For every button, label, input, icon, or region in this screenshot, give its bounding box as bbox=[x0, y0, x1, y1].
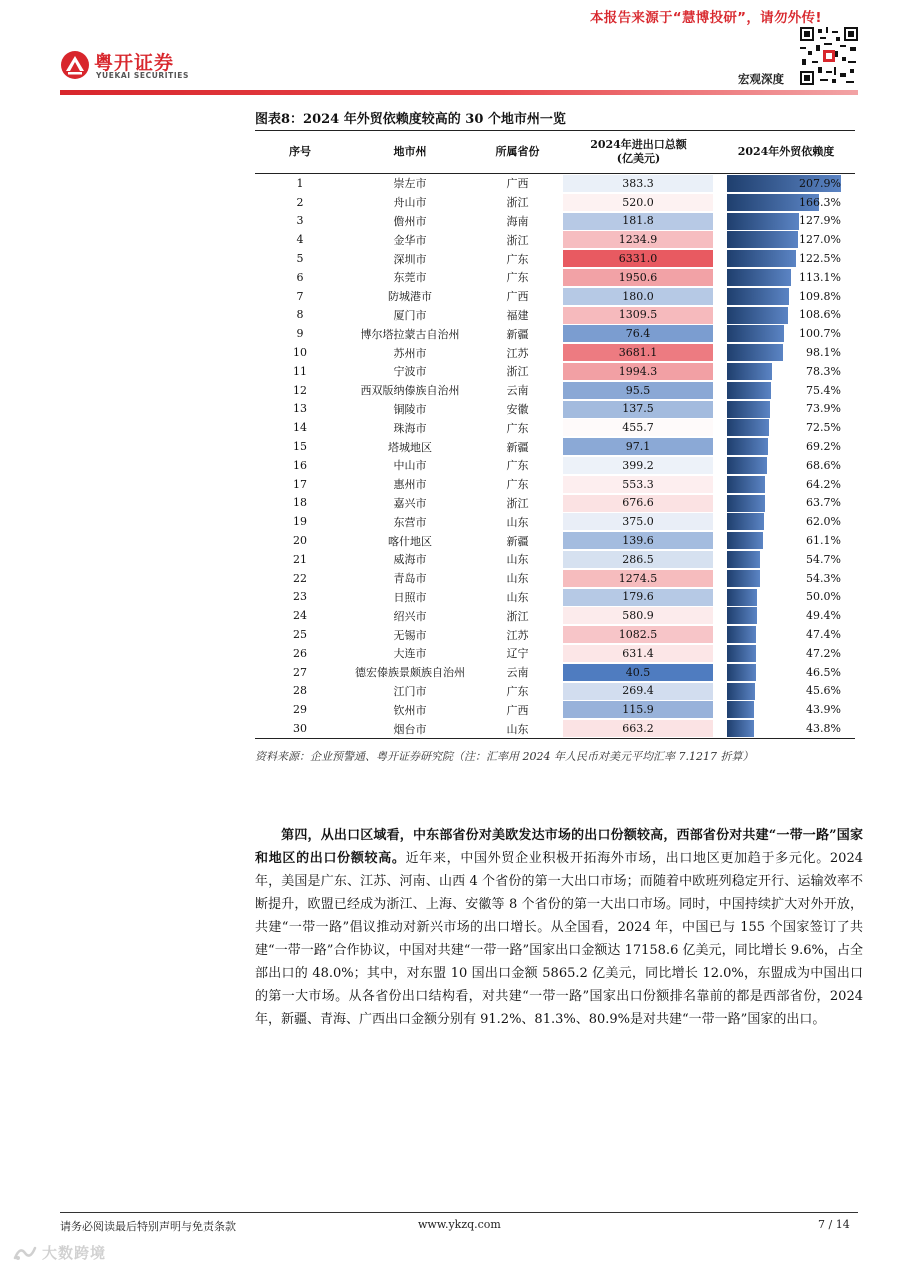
row-index: 10 bbox=[293, 346, 307, 360]
row-trade-value: 663.2 bbox=[622, 722, 654, 735]
row-province: 江苏 bbox=[506, 346, 529, 360]
row-city: 防城港市 bbox=[388, 290, 432, 304]
row-index: 4 bbox=[296, 233, 304, 247]
table-row bbox=[255, 287, 855, 306]
row-trade-value: 95.5 bbox=[625, 383, 651, 397]
row-index: 11 bbox=[293, 364, 307, 378]
table-row bbox=[255, 249, 855, 268]
row-dependency-value: 47.2% bbox=[806, 646, 841, 660]
table-row bbox=[255, 512, 855, 531]
row-city: 东莞市 bbox=[393, 271, 427, 285]
source-note: 资料来源：企业预警通、粤开证券研究院（注：汇率用 2024 年人民币对美元平均汇率 7.1217 折算） bbox=[255, 750, 754, 763]
table-row bbox=[255, 606, 855, 625]
row-province: 新疆 bbox=[506, 327, 529, 341]
row-trade-value: 269.4 bbox=[622, 684, 654, 698]
watermark-logo-icon bbox=[12, 1244, 38, 1262]
row-trade-value: 180.0 bbox=[622, 289, 654, 303]
row-dependency-value: 113.1% bbox=[799, 270, 841, 284]
company-name-cn: 粤开证券 bbox=[94, 52, 175, 74]
dependency-bar bbox=[727, 476, 765, 493]
table-row bbox=[255, 663, 855, 682]
row-index: 17 bbox=[293, 477, 307, 491]
row-province: 辽宁 bbox=[506, 647, 529, 661]
dependency-bar bbox=[727, 250, 796, 267]
dependency-bar bbox=[727, 607, 757, 624]
col-header-index: 序号 bbox=[289, 145, 311, 158]
row-trade-value: 6331.0 bbox=[618, 252, 658, 266]
row-dependency-value: 122.5% bbox=[799, 252, 841, 266]
header-divider bbox=[60, 90, 858, 95]
row-province: 浙江 bbox=[506, 196, 529, 210]
figure-title: 图表8：2024 年外贸依赖度较高的 30 个地市州一览 bbox=[255, 112, 566, 127]
dependency-bar bbox=[727, 344, 783, 361]
row-trade-value: 455.7 bbox=[622, 421, 654, 435]
row-trade-value: 181.8 bbox=[622, 214, 654, 228]
dependency-bar bbox=[727, 626, 756, 643]
row-dependency-value: 63.7% bbox=[806, 496, 841, 510]
table-body bbox=[255, 174, 855, 738]
row-trade-value: 115.9 bbox=[622, 703, 654, 717]
dependency-bar bbox=[727, 457, 767, 474]
row-city: 西双版纳傣族自治州 bbox=[360, 384, 460, 398]
dependency-bar bbox=[727, 363, 772, 380]
row-city: 德宏傣族景颇族自治州 bbox=[355, 666, 465, 680]
row-city: 钦州市 bbox=[393, 703, 427, 717]
row-province: 浙江 bbox=[506, 233, 529, 247]
dependency-bar bbox=[727, 307, 788, 324]
row-dependency-value: 69.2% bbox=[806, 440, 841, 454]
watermark-text: 大数跨境 bbox=[42, 1244, 107, 1262]
row-index: 22 bbox=[293, 571, 307, 585]
table-row bbox=[255, 550, 855, 569]
row-city: 铜陵市 bbox=[393, 402, 427, 416]
row-province: 广东 bbox=[506, 459, 529, 473]
row-trade-value: 1274.5 bbox=[618, 571, 658, 585]
row-index: 20 bbox=[293, 534, 307, 548]
row-dependency-value: 108.6% bbox=[799, 308, 841, 322]
row-dependency-value: 78.3% bbox=[806, 364, 841, 378]
table-row bbox=[255, 475, 855, 494]
row-dependency-value: 127.9% bbox=[799, 214, 841, 228]
row-dependency-value: 50.0% bbox=[806, 590, 841, 604]
row-province: 云南 bbox=[506, 666, 529, 680]
row-city: 宁波市 bbox=[393, 365, 427, 379]
row-index: 3 bbox=[296, 214, 304, 228]
row-dependency-value: 207.9% bbox=[799, 176, 841, 190]
row-province: 广东 bbox=[506, 478, 529, 492]
row-dependency-value: 75.4% bbox=[806, 383, 841, 397]
row-trade-value: 553.3 bbox=[622, 477, 654, 491]
row-index: 23 bbox=[293, 590, 307, 604]
table-row bbox=[255, 306, 855, 325]
row-dependency-value: 61.1% bbox=[806, 534, 841, 548]
row-trade-value: 580.9 bbox=[622, 609, 654, 623]
dependency-bar bbox=[727, 664, 756, 681]
col-header-trade-line1: 2024年进出口总额 bbox=[590, 138, 687, 151]
row-province: 海南 bbox=[506, 214, 529, 228]
row-trade-value: 520.0 bbox=[622, 195, 654, 209]
table-row bbox=[255, 174, 855, 193]
row-city: 无锡市 bbox=[393, 628, 427, 642]
body-paragraph bbox=[255, 824, 863, 1031]
row-index: 24 bbox=[293, 609, 307, 623]
row-city: 嘉兴市 bbox=[393, 496, 427, 510]
row-trade-value: 399.2 bbox=[622, 458, 654, 472]
row-trade-value: 179.6 bbox=[622, 590, 654, 604]
table-row bbox=[255, 381, 855, 400]
table-row bbox=[255, 588, 855, 607]
row-province: 山东 bbox=[506, 515, 529, 529]
section-label: 宏观深度 bbox=[738, 72, 784, 86]
dependency-bar bbox=[727, 589, 757, 606]
row-province: 安徽 bbox=[506, 402, 529, 416]
row-province: 山东 bbox=[506, 572, 529, 586]
col-header-dependency: 2024年外贸依赖度 bbox=[737, 145, 835, 158]
row-province: 云南 bbox=[506, 384, 529, 398]
row-province: 山东 bbox=[506, 722, 529, 736]
row-index: 16 bbox=[293, 458, 307, 472]
company-name-en: YUEKAI SECURITIES bbox=[96, 71, 189, 80]
dependency-bar bbox=[727, 551, 760, 568]
dependency-bar bbox=[727, 513, 764, 530]
qr-code-icon bbox=[800, 27, 858, 85]
row-dependency-value: 64.2% bbox=[806, 477, 841, 491]
row-city: 青岛市 bbox=[393, 572, 427, 586]
dependency-bar bbox=[727, 231, 798, 248]
row-trade-value: 1950.6 bbox=[618, 270, 658, 284]
row-trade-value: 1082.5 bbox=[618, 628, 658, 642]
table-row bbox=[255, 456, 855, 475]
dependency-bar bbox=[727, 701, 754, 718]
row-province: 广西 bbox=[506, 290, 529, 304]
table-row bbox=[255, 531, 855, 550]
row-index: 18 bbox=[293, 496, 307, 510]
row-city: 金华市 bbox=[393, 233, 427, 247]
row-city: 舟山市 bbox=[393, 196, 427, 210]
table-bottom-rule bbox=[255, 738, 855, 739]
dependency-bar bbox=[727, 213, 799, 230]
yuekai-logo-icon bbox=[60, 50, 90, 80]
paragraph-lead: 第四，从出口区域看，中东部省份对美欧发达市场的出口份额较高，西部省份对共建“一带一路”国家和地区的出口份额较高。 bbox=[255, 828, 863, 866]
table-row bbox=[255, 418, 855, 437]
dependency-bar bbox=[727, 720, 754, 737]
table-row bbox=[255, 682, 855, 701]
row-city: 博尔塔拉蒙古自治州 bbox=[360, 327, 460, 341]
row-dependency-value: 100.7% bbox=[799, 327, 841, 341]
row-dependency-value: 73.9% bbox=[806, 402, 841, 416]
row-dependency-value: 127.0% bbox=[799, 233, 841, 247]
dependency-bar bbox=[727, 495, 765, 512]
data-table bbox=[255, 130, 855, 739]
row-index: 14 bbox=[293, 421, 307, 435]
row-city: 中山市 bbox=[393, 459, 427, 473]
dependency-bar bbox=[727, 532, 763, 549]
row-index: 8 bbox=[296, 308, 304, 322]
row-city: 塔城地区 bbox=[388, 440, 432, 454]
table-row bbox=[255, 212, 855, 231]
paragraph-text: 近年来，中国外贸企业积极开拓海外市场，出口地区更加趋于多元化。2024 年，美国是广东、江苏、河南、山西 4 个省份的第一大出口市场；而随着中欧班列稳定开行、运输效率不断提升，欧盟已经成为浙江、上海、安徽等 8 个省份的第一大出口市场。同时，中国持续扩大对外开放，共建“一带一路”倡议推动对新兴市场的出口增长。从全国看，2024 年，中国已与 155 个国家签订了共建“一带一路”合作协议，中国对共建“一带一路”国家出口金额达 17158.6 亿美元，同比增长 9.6%，占全部出口的 48.0%；其中，对东盟 10 国出口金额 5865.2 亿美元，同比增长 12.0%，东盟成为中国出口的第一大市场。从各省份出口结构看，对共建“一带一路”国家出口份额排名靠前的都是西部省份，2024 年，新疆、青海、广西出口金额分别有 91.2%、81.3%、80.9%是对共建“一带一路”国家的出口。 bbox=[255, 851, 863, 1027]
col-header-trade-line2: (亿美元) bbox=[616, 152, 661, 165]
footer-website: www.ykzq.com bbox=[418, 1218, 501, 1231]
row-dependency-value: 68.6% bbox=[806, 458, 841, 472]
row-index: 13 bbox=[293, 402, 307, 416]
col-header-city: 地市州 bbox=[393, 145, 427, 158]
company-logo bbox=[60, 48, 230, 88]
row-dependency-value: 166.3% bbox=[799, 195, 841, 209]
dependency-bar bbox=[727, 325, 784, 342]
row-index: 29 bbox=[293, 703, 307, 717]
row-index: 26 bbox=[293, 646, 307, 660]
row-province: 浙江 bbox=[506, 609, 529, 623]
row-province: 江苏 bbox=[506, 628, 529, 642]
table-row bbox=[255, 569, 855, 588]
table-row bbox=[255, 494, 855, 513]
row-city: 江门市 bbox=[393, 684, 427, 698]
row-city: 喀什地区 bbox=[388, 534, 432, 548]
row-index: 2 bbox=[296, 195, 304, 209]
row-trade-value: 139.6 bbox=[622, 534, 654, 548]
row-trade-value: 97.1 bbox=[625, 440, 651, 454]
row-province: 广西 bbox=[506, 703, 529, 717]
row-city: 深圳市 bbox=[393, 252, 427, 266]
row-dependency-value: 62.0% bbox=[806, 515, 841, 529]
table-header bbox=[255, 130, 855, 174]
row-index: 28 bbox=[293, 684, 307, 698]
row-dependency-value: 98.1% bbox=[806, 346, 841, 360]
row-province: 山东 bbox=[506, 590, 529, 604]
row-index: 6 bbox=[296, 270, 304, 284]
dependency-bar bbox=[727, 438, 768, 455]
table-row bbox=[255, 230, 855, 249]
table-row bbox=[255, 437, 855, 456]
row-index: 30 bbox=[293, 722, 307, 735]
footer-disclaimer: 请务必阅读最后特别声明与免责条款 bbox=[60, 1220, 236, 1233]
row-trade-value: 631.4 bbox=[622, 646, 654, 660]
row-dependency-value: 43.9% bbox=[806, 703, 841, 717]
row-dependency-value: 43.8% bbox=[806, 722, 841, 735]
dependency-bar bbox=[727, 570, 760, 587]
row-province: 福建 bbox=[506, 308, 529, 322]
table-row bbox=[255, 700, 855, 719]
row-trade-value: 375.0 bbox=[622, 515, 654, 529]
row-trade-value: 1994.3 bbox=[618, 364, 658, 378]
row-dependency-value: 49.4% bbox=[806, 609, 841, 623]
row-dependency-value: 45.6% bbox=[806, 684, 841, 698]
row-trade-value: 40.5 bbox=[625, 665, 651, 679]
row-city: 日照市 bbox=[393, 590, 427, 604]
row-dependency-value: 109.8% bbox=[799, 289, 841, 303]
row-city: 惠州市 bbox=[393, 478, 427, 492]
dependency-bar bbox=[727, 419, 769, 436]
row-city: 厦门市 bbox=[393, 308, 427, 322]
row-trade-value: 1234.9 bbox=[618, 233, 658, 247]
row-index: 27 bbox=[293, 665, 307, 679]
row-trade-value: 676.6 bbox=[622, 496, 654, 510]
row-index: 15 bbox=[293, 440, 307, 454]
row-city: 苏州市 bbox=[393, 346, 427, 360]
row-city: 威海市 bbox=[393, 553, 427, 567]
col-header-province: 所属省份 bbox=[495, 145, 540, 158]
row-province: 山东 bbox=[506, 553, 529, 567]
row-index: 5 bbox=[296, 252, 304, 266]
row-province: 广东 bbox=[506, 421, 529, 435]
dependency-bar bbox=[727, 683, 755, 700]
row-dependency-value: 47.4% bbox=[806, 628, 841, 642]
row-province: 广东 bbox=[506, 684, 529, 698]
table-row bbox=[255, 362, 855, 381]
row-index: 9 bbox=[296, 327, 304, 341]
row-dependency-value: 72.5% bbox=[806, 421, 841, 435]
row-index: 1 bbox=[296, 176, 304, 190]
row-city: 儋州市 bbox=[393, 214, 427, 228]
row-index: 21 bbox=[293, 552, 307, 566]
table-row bbox=[255, 625, 855, 644]
row-trade-value: 3681.1 bbox=[618, 346, 658, 360]
table-row bbox=[255, 400, 855, 419]
row-index: 7 bbox=[296, 289, 304, 303]
dependency-bar bbox=[727, 288, 789, 305]
page-number: 7 / 14 bbox=[818, 1218, 850, 1231]
col-header-trade bbox=[560, 131, 717, 173]
row-province: 新疆 bbox=[506, 440, 529, 454]
row-province: 新疆 bbox=[506, 534, 529, 548]
dependency-bar bbox=[727, 382, 771, 399]
row-city: 绍兴市 bbox=[393, 609, 427, 623]
row-index: 25 bbox=[293, 628, 307, 642]
report-source-notice: 本报告来源于“慧博投研”，请勿外传! bbox=[590, 10, 822, 26]
row-trade-value: 286.5 bbox=[622, 552, 654, 566]
row-trade-value: 137.5 bbox=[622, 402, 654, 416]
row-trade-value: 383.3 bbox=[622, 176, 654, 190]
row-dependency-value: 54.3% bbox=[806, 571, 841, 585]
row-index: 19 bbox=[293, 515, 307, 529]
table-row bbox=[255, 324, 855, 343]
row-province: 浙江 bbox=[506, 496, 529, 510]
row-city: 烟台市 bbox=[393, 722, 427, 736]
row-city: 东营市 bbox=[393, 515, 427, 529]
row-city: 珠海市 bbox=[393, 421, 427, 435]
dependency-bar bbox=[727, 645, 756, 662]
row-trade-value: 76.4 bbox=[625, 327, 651, 341]
table-row bbox=[255, 268, 855, 287]
table-row bbox=[255, 343, 855, 362]
row-dependency-value: 54.7% bbox=[806, 552, 841, 566]
row-trade-value: 1309.5 bbox=[618, 308, 658, 322]
row-index: 12 bbox=[293, 383, 307, 397]
row-province: 广西 bbox=[506, 177, 529, 191]
row-province: 广东 bbox=[506, 252, 529, 266]
row-province: 广东 bbox=[506, 271, 529, 285]
table-row bbox=[255, 644, 855, 663]
row-province: 浙江 bbox=[506, 365, 529, 379]
dependency-bar bbox=[727, 269, 791, 286]
row-city: 崇左市 bbox=[393, 177, 427, 191]
footer-divider bbox=[60, 1212, 858, 1213]
dependency-bar bbox=[727, 401, 770, 418]
table-row bbox=[255, 193, 855, 212]
row-city: 大连市 bbox=[393, 647, 427, 661]
watermark bbox=[12, 1242, 132, 1266]
row-dependency-value: 46.5% bbox=[806, 665, 841, 679]
table-row bbox=[255, 719, 855, 738]
